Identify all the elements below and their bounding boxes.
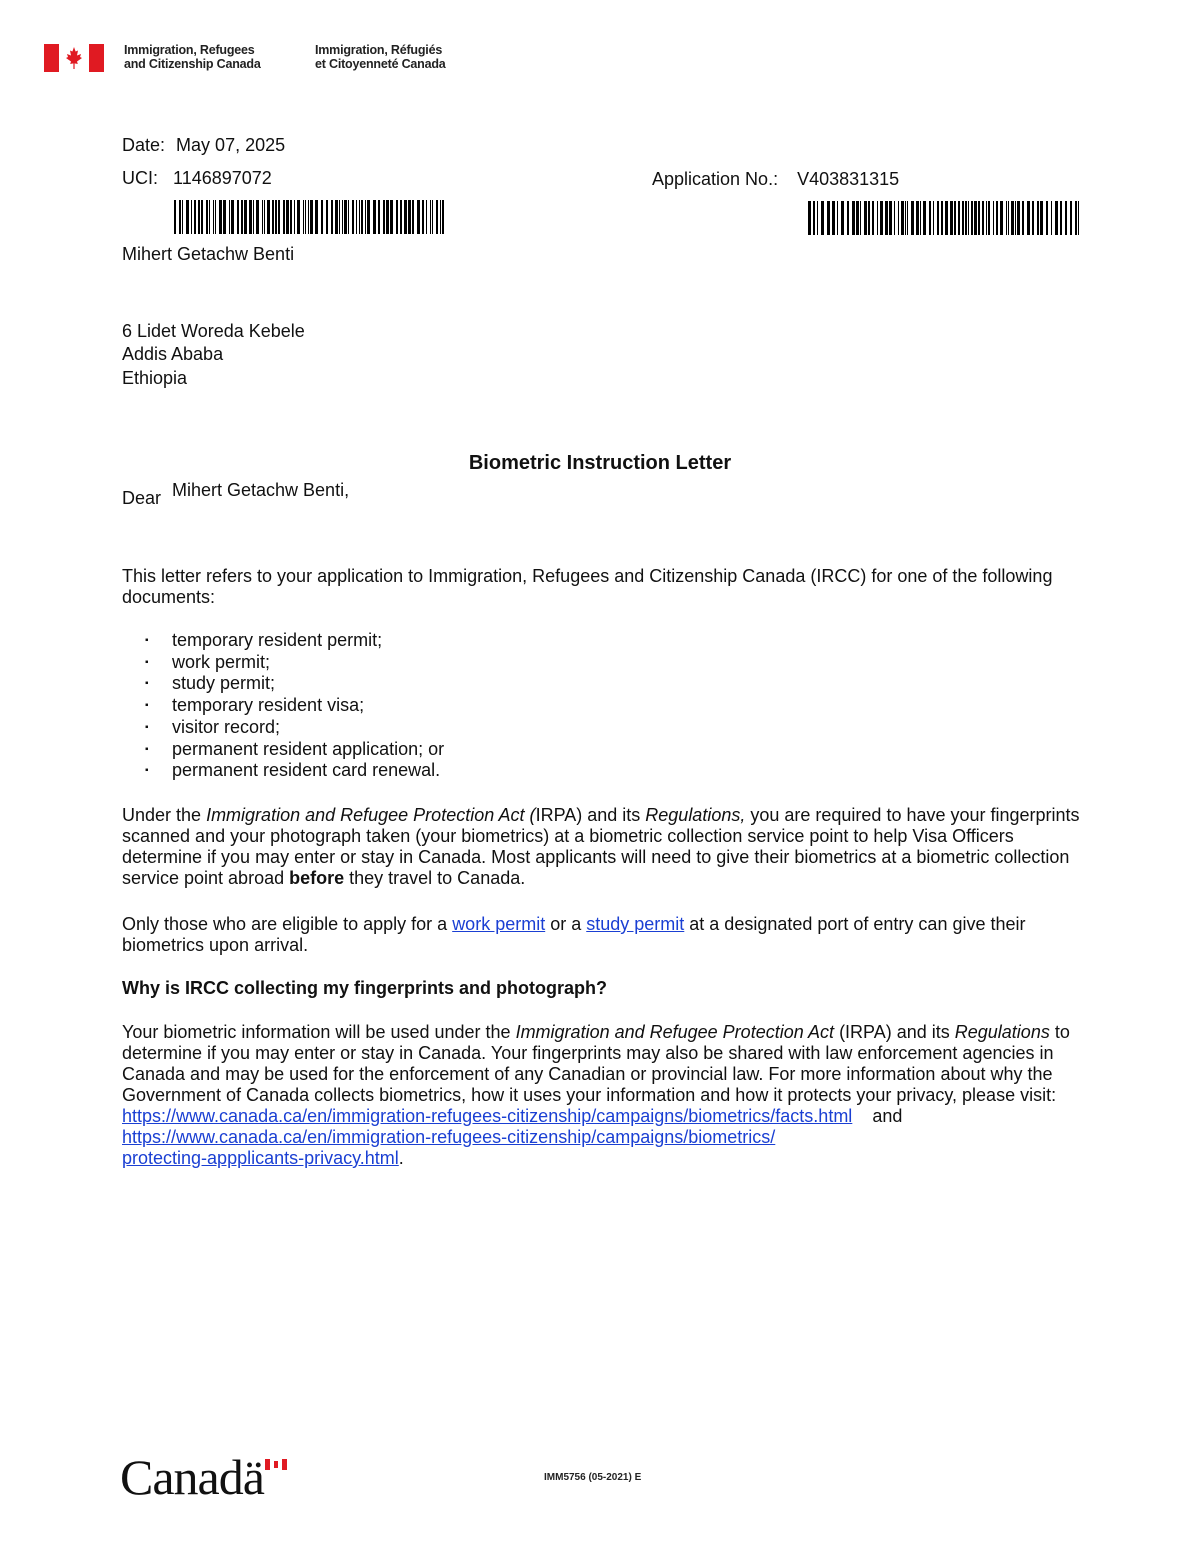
date-value: May 07, 2025 [176, 135, 286, 155]
work-permit-link[interactable]: work permit [452, 914, 546, 934]
application-barcode [808, 201, 1080, 235]
form-number: IMM5756 (05-2021) E [544, 1472, 642, 1483]
and-text: and [872, 1106, 903, 1126]
document-list [145, 630, 444, 782]
application-number-value: V403831315 [797, 169, 900, 189]
application-number-field [652, 168, 899, 190]
address-line-1: 6 Lidet Woreda Kebele [122, 321, 305, 341]
list-item: ▪ visitor record; [145, 717, 444, 739]
maple-leaf-icon [66, 47, 82, 69]
canada-wordmark: Canadä [120, 1449, 264, 1505]
salutation-name: Mihert Getachw Benti, [172, 480, 350, 500]
list-item: ▪ temporary resident visa; [145, 695, 444, 717]
address-line-2: Addis Ababa [122, 344, 224, 364]
letter-title: Biometric Instruction Letter [468, 452, 732, 474]
list-item: ▪ permanent resident card renewal. [145, 760, 444, 782]
irpa-paragraph: Under the Immigration and Refugee Protection Act (IRPA) and its Regulations, you are required to have your fingerprints scanned and your photograph taken (your biometrics) at a biometric collection service point to help Visa Officers determine if you may enter or stay in Canada. Most applicants will need to give their biometrics at a biometric collection service point abroad before they travel to Canada. [122, 805, 1080, 888]
privacy-link-line-2[interactable]: protecting-appplicants-privacy.html [122, 1148, 399, 1168]
wordmark-flag-icon [265, 1459, 287, 1470]
list-item: ▪ temporary resident permit; [145, 630, 444, 652]
biometrics-facts-link[interactable]: https://www.canada.ca/en/immigration-refugees-citizenship/campaigns/biometrics/facts.html [122, 1106, 853, 1126]
list-item: ▪ study permit; [145, 673, 444, 695]
list-item: ▪ work permit; [145, 652, 444, 674]
privacy-link-line-1[interactable]: https://www.canada.ca/en/immigration-refugees-citizenship/campaigns/biometrics/ [122, 1127, 776, 1147]
port-of-entry-paragraph: Only those who are eligible to apply for a work permit or a study permit at a designated port of entry can give their biometrics upon arrival. [122, 914, 1026, 955]
uci-value: 1146897072 [173, 168, 272, 188]
recipient-name: Mihert Getachw Benti [122, 244, 295, 264]
study-permit-link[interactable]: study permit [586, 914, 685, 934]
canada-flag-icon [44, 44, 104, 72]
uci-label: UCI: [122, 168, 158, 188]
salutation-word: Dear [122, 488, 162, 508]
biometric-info-paragraph: Your biometric information will be used under the Immigration and Refugee Protection Act (IRPA) and its Regulations to determine if you may enter or stay in Canada. Your fingerprints may also be shared with law enforcement agencies in Canada and may be used for the enforcement of any Canadian or provincial law. For more information about why the Government of Canada collects biometrics, how it uses your information and how it protects your privacy, please visit: https://www.canada.ca/en/immigration-refugees-citizenship/campaigns/biometrics/facts.html and https://www.canada.ca/en/immigration-refugees-citizenship/campaigns/biometrics/ protecting-appplicants-privacy.html. [122, 1022, 1070, 1168]
department-name-en: Immigration, Refugees and Citizenship Canada [124, 43, 261, 71]
date-label: Date: [122, 135, 166, 155]
list-item: ▪ permanent resident application; or [145, 739, 444, 761]
uci-field [122, 167, 272, 189]
application-number-label: Application No.: [652, 169, 779, 189]
address-line-3: Ethiopia [122, 368, 188, 388]
department-name-fr: Immigration, Réfugiés et Citoyenneté Canada [315, 43, 446, 71]
section-heading: Why is IRCC collecting my fingerprints and photograph? [122, 978, 608, 998]
date-field [122, 134, 285, 156]
intro-paragraph: This letter refers to your application to Immigration, Refugees and Citizenship Canada (IRCC) for one of the following documents: [122, 566, 1053, 607]
uci-barcode [174, 200, 444, 234]
